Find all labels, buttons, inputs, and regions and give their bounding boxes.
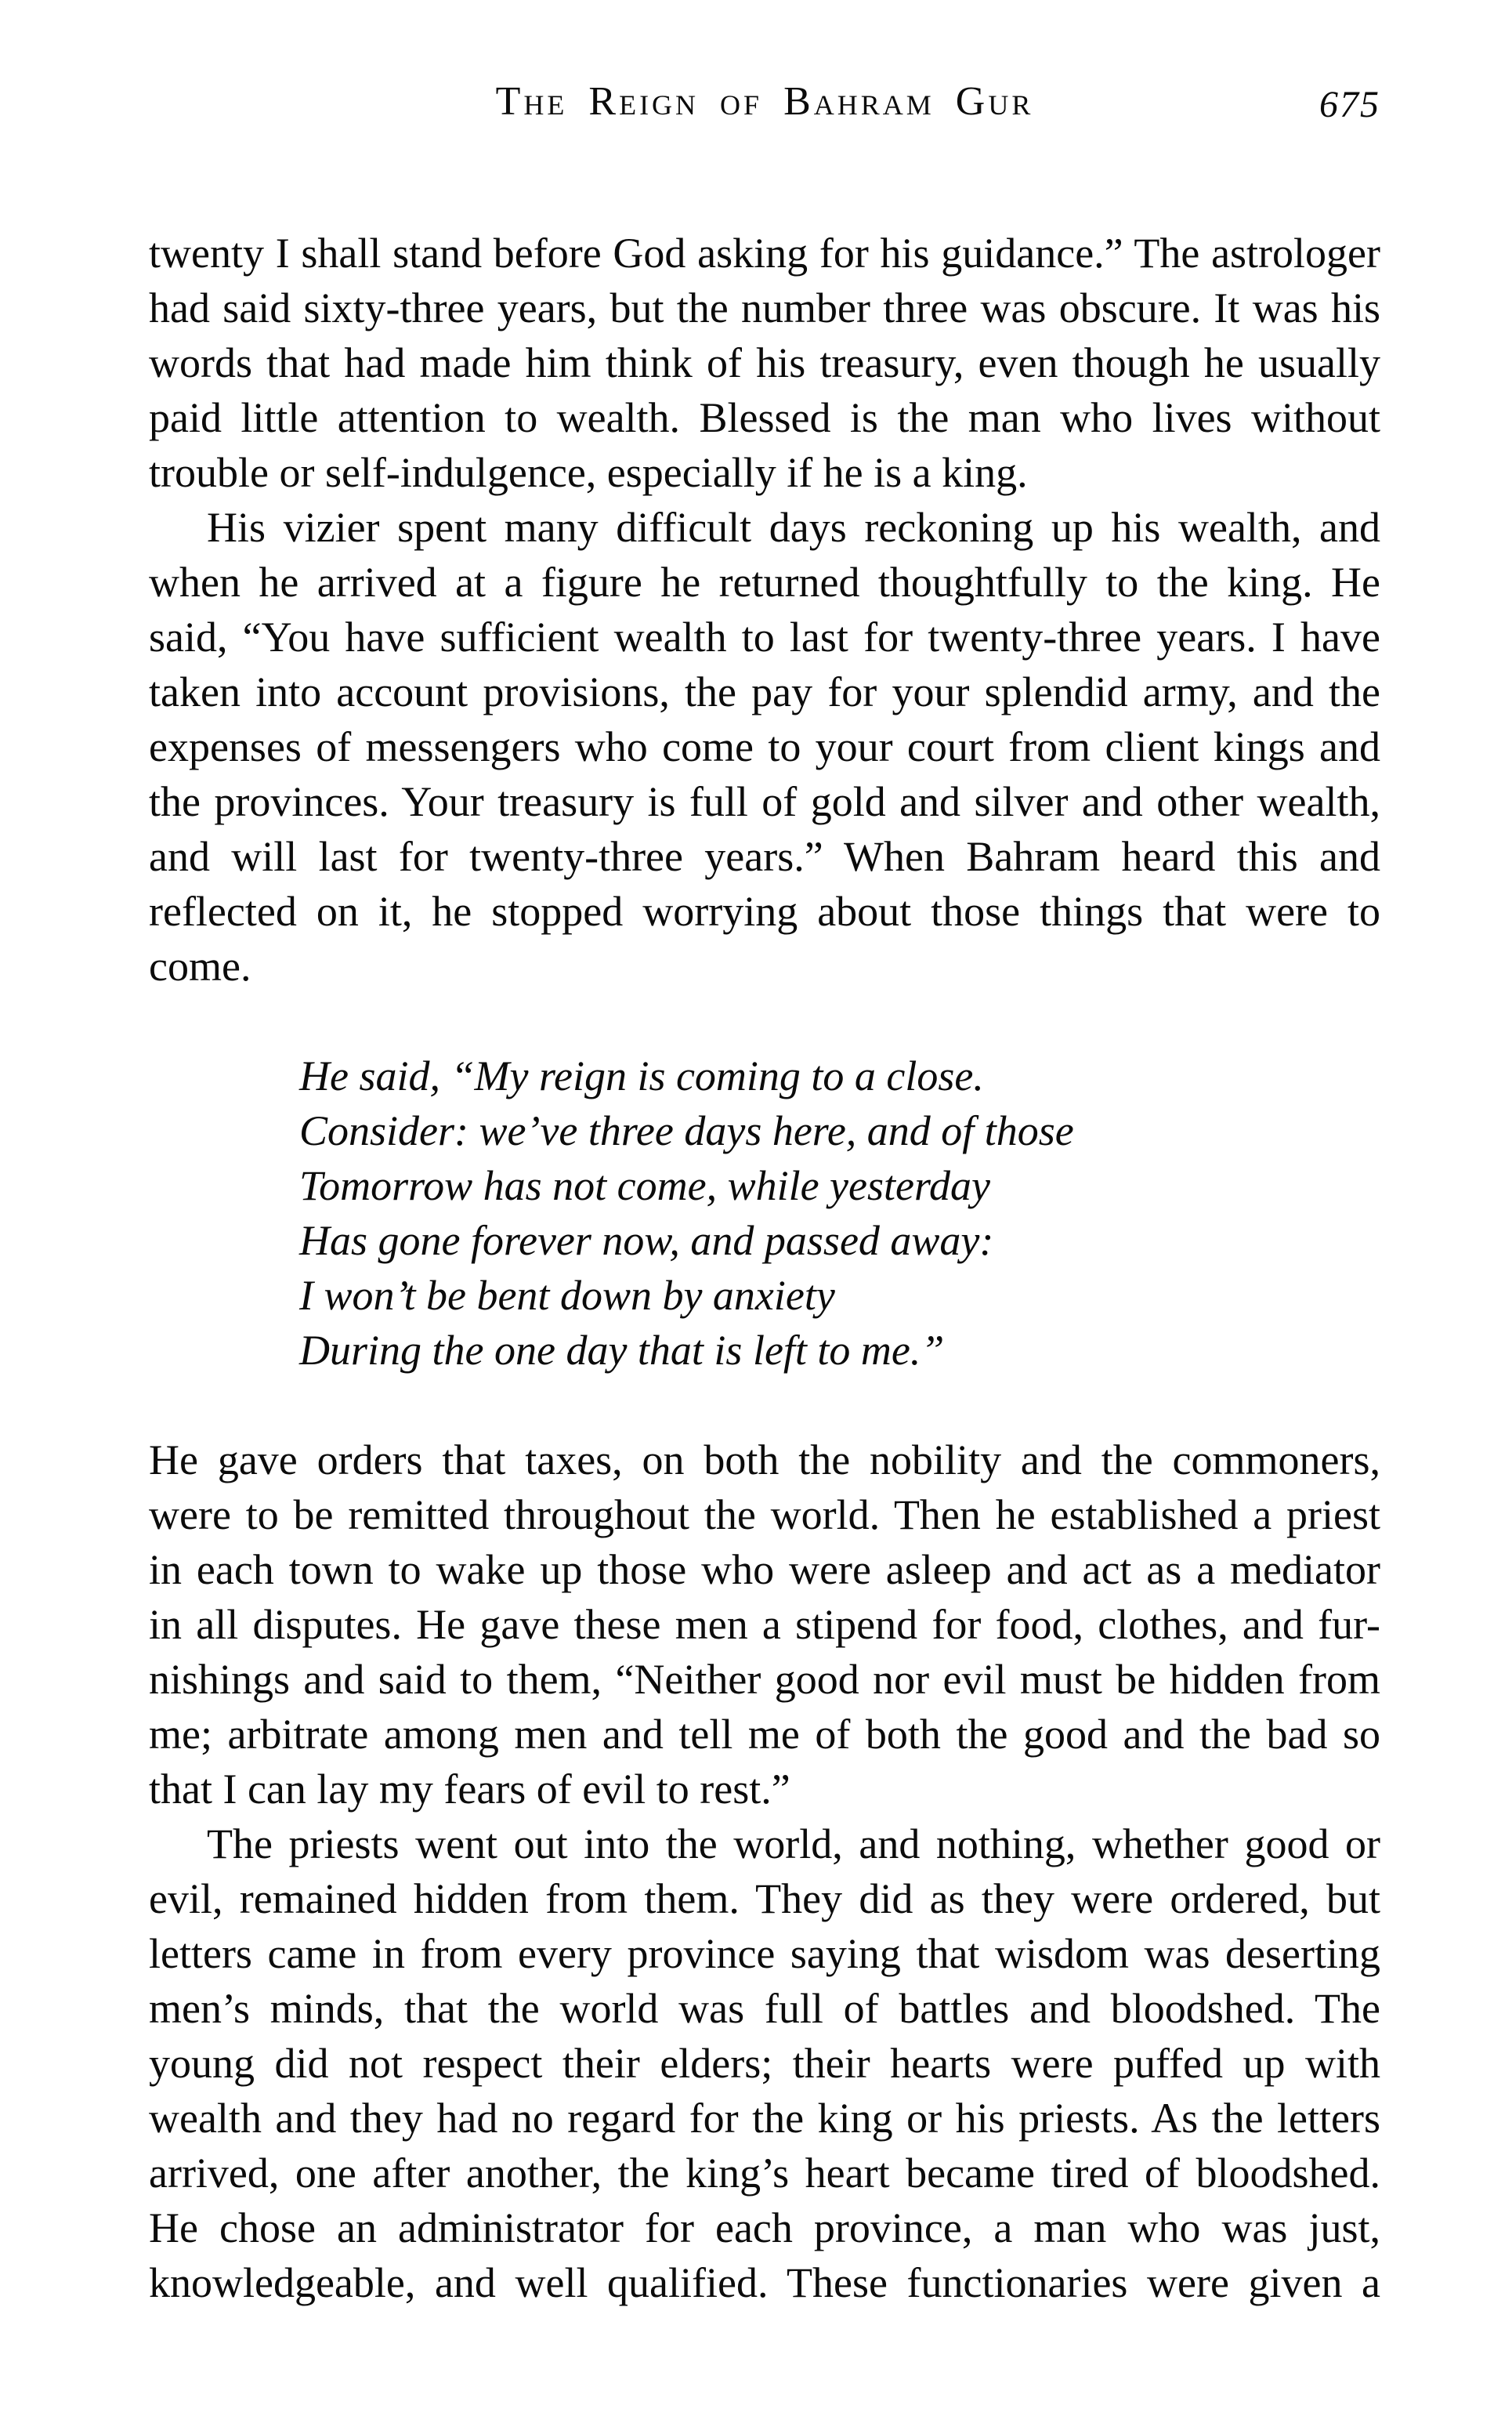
text-line: nishings and said to them, “Neither good nor evil must be hidden from [149, 1656, 1380, 1703]
text-line: His vizier spent many difficult days reckoning up his wealth, and [207, 504, 1380, 551]
verse-line: During the one day that is left to me.” [299, 1327, 945, 1374]
verse-line: Has gone forever now, and passed away: [299, 1217, 994, 1264]
verse-line: Tomorrow has not come, while yesterday [299, 1162, 990, 1209]
text-line: had said sixty-three years, but the number three was obscure. It was his [149, 284, 1380, 331]
paragraph-priests [149, 1816, 1380, 2310]
page-header [149, 80, 1380, 127]
text-line: He chose an administrator for each province, a man who was just, [149, 2204, 1380, 2251]
text-line: said, “You have sufficient wealth to last for twenty-three years. I have [149, 614, 1380, 661]
text-line: words that had made him think of his treasury, even though he usually [149, 339, 1380, 386]
text-line: me; arbitrate among men and tell me of both the good and the bad so [149, 1711, 1380, 1758]
text-line: He gave orders that taxes, on both the nobility and the commoners, [149, 1436, 1380, 1483]
page-body [149, 226, 1380, 2310]
text-line: The priests went out into the world, and nothing, whether good or [207, 1820, 1380, 1867]
text-line: that I can lay my fears of evil to rest.” [149, 1766, 790, 1813]
text-line: taken into account provisions, the pay for your splendid army, and the [149, 668, 1380, 715]
text-line: men’s minds, that the world was full of battles and bloodshed. The [149, 1985, 1380, 2032]
text-line: wealth and they had no regard for the king or his priests. As the letters [149, 2095, 1380, 2142]
text-line: and will last for twenty-three years.” When Bahram heard this and [149, 833, 1380, 880]
text-line: evil, remained hidden from them. They did as they were ordered, but [149, 1875, 1380, 1922]
text-line: in all disputes. He gave these men a stipend for food, clothes, and fur- [149, 1601, 1380, 1648]
text-line: when he arrived at a figure he returned thoughtfully to the king. He [149, 559, 1380, 606]
text-line: letters came in from every province saying that wisdom was deserting [149, 1930, 1380, 1977]
verse-line: I won’t be bent down by anxiety [299, 1272, 835, 1319]
text-line: the provinces. Your treasury is full of gold and silver and other wealth, [149, 778, 1380, 825]
verse-line: He said, “My reign is coming to a close. [299, 1052, 984, 1099]
text-line: arrived, one after another, the king’s heart became tired of bloodshed. [149, 2150, 1380, 2197]
text-line: knowledgeable, and well qualified. These functionaries were given a [149, 2259, 1380, 2306]
paragraph-taxes [149, 1432, 1380, 1816]
text-line: in each town to wake up those who were asleep and act as a mediator [149, 1546, 1380, 1593]
running-head: The Reign of Bahram Gur [495, 79, 1034, 124]
page-number: 675 [1319, 84, 1380, 125]
text-line: young did not respect their elders; their hearts were puffed up with [149, 2040, 1380, 2087]
text-line: trouble or self-indulgence, especially if he is a king. [149, 449, 1028, 496]
text-line: come. [149, 943, 251, 990]
text-line: expenses of messengers who come to your court from client kings and [149, 723, 1380, 770]
verse-line: Consider: we’ve three days here, and of those [299, 1107, 1074, 1154]
paragraph-vizier [149, 500, 1380, 994]
text-line: were to be remitted throughout the world. Then he established a priest [149, 1491, 1380, 1538]
text-line: twenty I shall stand before God asking for his guidance.” The astrologer [149, 230, 1380, 277]
paragraph-continuation [149, 226, 1380, 500]
verse-block [299, 1049, 1380, 1378]
text-line: paid little attention to wealth. Blessed is the man who lives without [149, 394, 1380, 441]
text-line: reflected on it, he stopped worrying about those things that were to [149, 888, 1380, 935]
